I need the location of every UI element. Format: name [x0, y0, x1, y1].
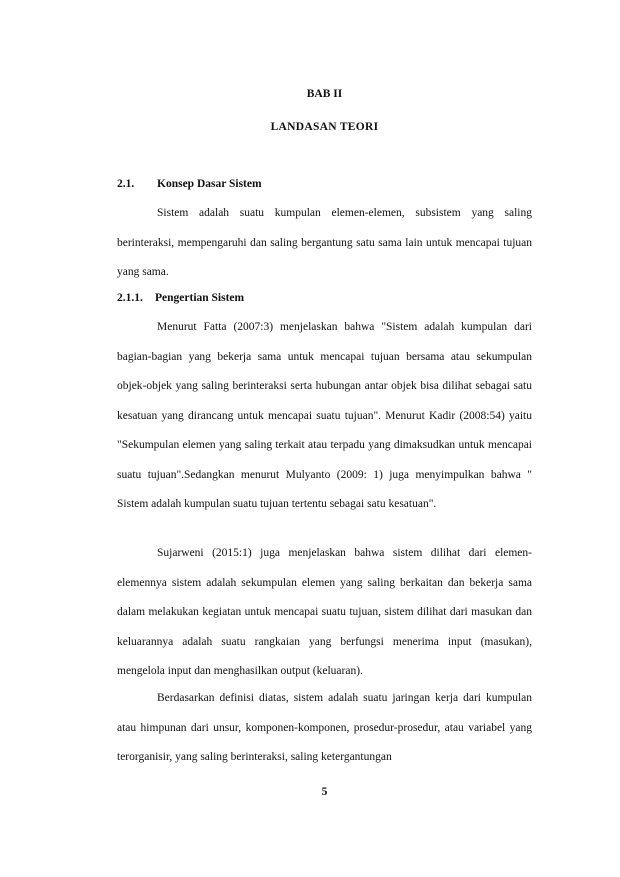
section-number: 2.1.1.	[117, 292, 143, 304]
section-heading-2-1	[117, 178, 262, 190]
paragraph-konsep-dasar: Sistem adalah suatu kumpulan elemen-elemen, subsistem yang saling berinteraksi, mempengaruhi dan saling bergantung satu sama lain untuk mencapai tujuan yang sama.	[117, 207, 532, 278]
paragraph-pengertian-3: Berdasarkan definisi diatas, sistem adalah suatu jaringan kerja dari kumpulan atau himpunan dari unsur, komponen-komponen, prosedur-prosedur, atau variabel yang terorganisir, yang saling berinteraksi, saling ketergantungan	[117, 692, 532, 763]
chapter-title: LANDASAN TEORI	[270, 121, 379, 133]
chapter-number: BAB II	[306, 88, 343, 100]
paragraph-pengertian-1: Menurut Fatta (2007:3) menjelaskan bahwa "Sistem adalah kumpulan dari bagian-bagian yang bekerja sama untuk mencapai tujuan bersama atau sekumpulan objek-objek yang saling berinteraksi serta hubungan antar objek bisa dilihat sebagai satu kesatuan yang dirancang untuk mencapai suatu tujuan". Menurut Kadir (2008:54) yaitu "Sekumpulan elemen yang saling terkait atau terpadu yang dimaksudkan untuk mencapai suatu tujuan".Sedangkan menurut Mulyanto (2009: 1) juga menyimpulkan bahwa " Sistem adalah kumpulan suatu tujuan tertentu sebagai satu kesatuan".	[117, 321, 532, 510]
section-heading-2-1-1	[117, 292, 244, 304]
section-title: Pengertian Sistem	[155, 292, 245, 304]
section-title: Konsep Dasar Sistem	[157, 178, 262, 190]
paragraph-pengertian-2: Sujarweni (2015:1) juga menjelaskan bahwa sistem dilihat dari elemen-elemennya sistem adalah sekumpulan elemen yang saling berkaitan dan bekerja sama dalam melakukan kegiatan untuk mencapai suatu tujuan, sistem dilihat dari masukan dan keluarannya adalah suatu rangkaian yang berfungsi menerima input (masukan), mengelola input dan menghasilkan output (keluaran).	[117, 547, 532, 677]
section-number: 2.1.	[117, 178, 135, 190]
page-number: 5	[321, 786, 328, 798]
